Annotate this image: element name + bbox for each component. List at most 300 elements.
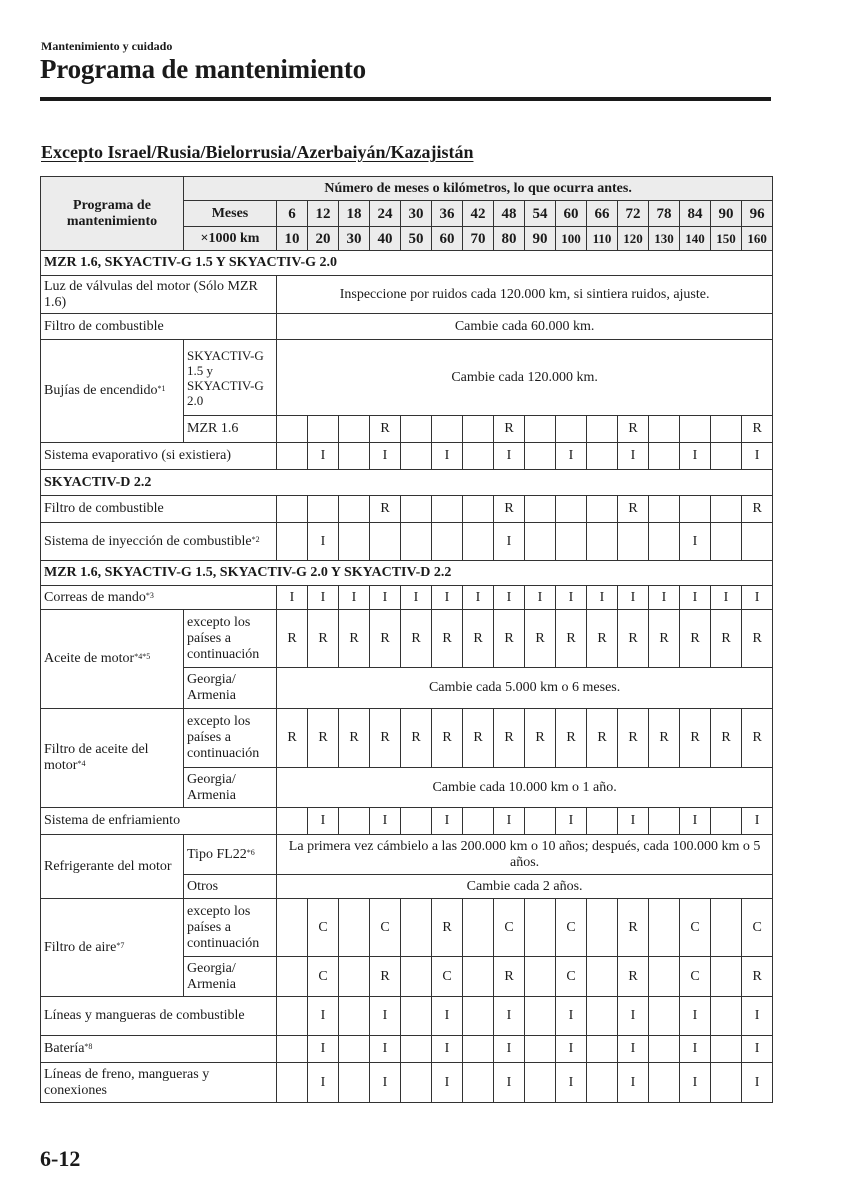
interval-cell <box>308 1063 339 1103</box>
interval-cell <box>525 610 556 668</box>
interval-cell <box>370 610 401 668</box>
interval-cell <box>370 443 401 470</box>
interval-cell <box>649 416 680 443</box>
interval-cell <box>711 610 742 668</box>
interval-cell-text: R <box>659 730 669 745</box>
km-header <box>370 227 401 251</box>
interval-cell <box>680 808 711 835</box>
item-label <box>41 443 277 470</box>
interval-cell-text: I <box>444 448 450 463</box>
month-header-text: 60 <box>563 205 579 222</box>
interval-cell <box>401 957 432 997</box>
interval-cell <box>525 523 556 561</box>
interval-cell <box>556 610 587 668</box>
interval-cell <box>711 416 742 443</box>
interval-cell <box>525 957 556 997</box>
item-label <box>41 496 277 523</box>
interval-cell <box>649 997 680 1036</box>
table-row <box>41 276 773 314</box>
months-label <box>184 201 277 227</box>
interval-cell-text: I <box>754 813 760 828</box>
table-row <box>41 1063 773 1103</box>
interval-cell-text: R <box>566 730 576 745</box>
interval-cell <box>494 496 525 523</box>
interval-cell <box>525 709 556 768</box>
interval-cell <box>587 899 618 957</box>
item-label-text: Líneas de freno, mangueras y conexiones <box>44 1066 210 1098</box>
interval-cell <box>525 808 556 835</box>
interval-caption <box>184 177 773 201</box>
interval-cell <box>742 496 773 523</box>
interval-cell <box>463 496 494 523</box>
month-header-text: 36 <box>439 205 455 222</box>
interval-cell <box>711 523 742 561</box>
interval-cell <box>649 586 680 610</box>
item-label-text: Filtro de aceite del motor <box>44 742 149 773</box>
interval-cell-text: R <box>504 968 514 984</box>
interval-cell <box>308 443 339 470</box>
interval-cell <box>432 416 463 443</box>
interval-cell <box>277 496 308 523</box>
month-header-text: 18 <box>346 205 362 222</box>
month-header <box>463 201 494 227</box>
interval-cell <box>742 443 773 470</box>
interval-cell <box>587 997 618 1036</box>
interval-cell <box>463 1036 494 1063</box>
interval-cell-text: R <box>752 630 762 646</box>
interval-cell <box>556 496 587 523</box>
table-row <box>41 443 773 470</box>
month-header-text: 84 <box>687 205 703 222</box>
region-subtitle: Excepto Israel/Rusia/Bielorrusia/Azerbaiyán/Kazajistán <box>41 142 474 162</box>
interval-cell <box>587 443 618 470</box>
interval-cell <box>711 586 742 610</box>
item-note-text: Cambie cada 60.000 km. <box>454 318 595 334</box>
interval-cell <box>742 1063 773 1103</box>
section-row <box>41 251 773 276</box>
interval-cell-text: I <box>351 589 357 605</box>
km-header <box>742 227 773 251</box>
interval-cell <box>680 1036 711 1063</box>
item-sublabel <box>184 835 277 875</box>
item-label <box>41 1036 277 1063</box>
interval-cell <box>711 899 742 957</box>
interval-cell <box>525 997 556 1036</box>
month-header <box>556 201 587 227</box>
interval-cell-text: R <box>628 630 638 646</box>
interval-cell <box>556 808 587 835</box>
interval-cell <box>401 997 432 1036</box>
item-label-text: Filtro de combustible <box>44 318 164 334</box>
month-header-text: 54 <box>532 205 548 222</box>
interval-cell-text: R <box>690 630 700 646</box>
interval-cell <box>587 1036 618 1063</box>
month-header <box>711 201 742 227</box>
interval-cell <box>618 709 649 768</box>
interval-cell <box>339 443 370 470</box>
interval-cell <box>711 808 742 835</box>
item-sublabel <box>184 709 277 768</box>
interval-cell <box>494 1036 525 1063</box>
item-label-text: Filtro de aire <box>44 939 117 955</box>
interval-cell <box>556 443 587 470</box>
item-label <box>41 899 184 997</box>
item-sublabel <box>184 668 277 709</box>
km-header-text: 160 <box>747 230 767 246</box>
item-sublabel <box>184 899 277 957</box>
interval-cell-text: I <box>506 448 512 463</box>
interval-cell <box>432 808 463 835</box>
interval-cell-text: I <box>723 589 729 605</box>
month-header-text: 12 <box>315 205 331 222</box>
interval-cell-text: I <box>692 813 698 828</box>
km-header-text: 90 <box>532 230 548 247</box>
interval-cell-text: I <box>692 448 698 463</box>
interval-cell <box>277 610 308 668</box>
month-header <box>742 201 773 227</box>
km-header-text: 60 <box>439 230 455 247</box>
interval-cell <box>618 808 649 835</box>
km-header-text: 30 <box>346 230 362 247</box>
interval-cell <box>494 997 525 1036</box>
interval-cell-text: R <box>659 630 669 646</box>
interval-cell <box>432 610 463 668</box>
month-header <box>308 201 339 227</box>
interval-cell <box>463 443 494 470</box>
item-label-text: Batería <box>44 1041 85 1056</box>
interval-cell-text: I <box>382 448 388 463</box>
interval-cell <box>277 957 308 997</box>
km-header <box>618 227 649 251</box>
month-header-text: 6 <box>288 205 296 222</box>
item-note-text: Cambie cada 10.000 km o 1 año. <box>432 779 617 795</box>
interval-cell-text: I <box>537 589 543 605</box>
interval-cell <box>680 1063 711 1103</box>
interval-cell-text: I <box>630 589 636 605</box>
interval-cell <box>339 610 370 668</box>
section-header <box>41 470 773 496</box>
interval-cell <box>463 523 494 561</box>
interval-cell <box>463 586 494 610</box>
interval-cell <box>277 808 308 835</box>
interval-cell <box>308 416 339 443</box>
interval-cell <box>742 523 773 561</box>
km-header <box>680 227 711 251</box>
interval-cell <box>308 808 339 835</box>
interval-cell <box>618 523 649 561</box>
interval-cell <box>401 610 432 668</box>
table-row <box>41 835 773 875</box>
interval-cell <box>432 443 463 470</box>
interval-cell <box>649 957 680 997</box>
interval-cell-text: I <box>320 1008 326 1023</box>
km-header-text: 130 <box>654 230 674 246</box>
item-label <box>41 835 184 899</box>
item-sublabel-text: excepto los países a continuación <box>187 903 260 951</box>
interval-cell-text: R <box>318 630 328 646</box>
item-sublabel-text: excepto los países a continuación <box>187 714 260 761</box>
interval-cell <box>339 957 370 997</box>
interval-cell <box>680 523 711 561</box>
interval-cell <box>370 523 401 561</box>
interval-cell <box>525 586 556 610</box>
months-label-text: Meses <box>211 205 249 221</box>
page-number: 6-12 <box>40 1146 81 1171</box>
interval-cell-text: R <box>721 630 731 646</box>
interval-cell <box>742 1036 773 1063</box>
interval-cell <box>463 1063 494 1103</box>
interval-cell <box>587 1063 618 1103</box>
month-header <box>339 201 370 227</box>
interval-cell <box>401 808 432 835</box>
footnote-marker: *4*5 <box>134 652 151 661</box>
interval-cell <box>494 610 525 668</box>
item-sublabel-text: SKYACTIV-G 1.5 y SKYACTIV-G 2.0 <box>187 347 264 408</box>
interval-cell-text: I <box>692 1041 698 1056</box>
interval-cell <box>618 416 649 443</box>
interval-cell <box>556 899 587 957</box>
footnote-marker: *3 <box>145 590 154 600</box>
interval-cell-text: I <box>382 1008 388 1023</box>
km-header-text: 70 <box>470 230 486 247</box>
table-row <box>41 808 773 835</box>
interval-cell-text: C <box>380 919 390 935</box>
interval-cell <box>401 1036 432 1063</box>
month-header-text: 48 <box>501 205 517 222</box>
month-header-text: 42 <box>470 205 486 222</box>
interval-cell-text: I <box>630 813 636 828</box>
interval-cell-text: I <box>320 589 326 605</box>
month-header <box>432 201 463 227</box>
header-row <box>41 177 773 201</box>
interval-cell <box>308 957 339 997</box>
interval-cell <box>432 496 463 523</box>
interval-cell-text: R <box>752 968 762 984</box>
page-title: Programa de mantenimiento <box>40 54 366 84</box>
footnote-marker: *6 <box>246 847 255 857</box>
km-header <box>556 227 587 251</box>
item-label <box>41 276 277 314</box>
interval-cell <box>742 808 773 835</box>
table-row <box>41 1036 773 1063</box>
interval-cell <box>680 610 711 668</box>
interval-cell <box>401 523 432 561</box>
interval-cell <box>277 997 308 1036</box>
interval-cell <box>463 957 494 997</box>
km-header <box>432 227 463 251</box>
interval-cell <box>649 443 680 470</box>
interval-cell-text: I <box>754 1008 760 1023</box>
interval-cell-text: I <box>754 589 760 605</box>
interval-cell <box>277 1063 308 1103</box>
interval-cell <box>339 808 370 835</box>
item-sublabel-text: MZR 1.6 <box>187 421 239 436</box>
interval-cell <box>618 997 649 1036</box>
km-header-text: 40 <box>377 230 393 247</box>
interval-cell <box>401 416 432 443</box>
interval-cell <box>308 496 339 523</box>
interval-cell-text: R <box>504 501 514 516</box>
item-sublabel-text: Otros <box>187 878 219 894</box>
interval-cell <box>370 586 401 610</box>
interval-cell <box>742 586 773 610</box>
interval-cell-text: I <box>568 1074 574 1090</box>
interval-cell <box>370 496 401 523</box>
interval-cell <box>556 1063 587 1103</box>
interval-cell-text: I <box>568 1041 574 1056</box>
interval-cell-text: R <box>442 919 452 935</box>
interval-cell <box>370 416 401 443</box>
km-header-text: 150 <box>716 230 736 246</box>
interval-cell <box>277 709 308 768</box>
km-header <box>463 227 494 251</box>
table-row <box>41 340 773 416</box>
interval-cell <box>556 957 587 997</box>
interval-cell-text: R <box>535 730 545 745</box>
interval-cell <box>742 997 773 1036</box>
item-note <box>277 835 773 875</box>
interval-cell-text: R <box>380 968 390 984</box>
interval-cell-text: C <box>752 919 762 935</box>
interval-cell-text: C <box>690 968 700 984</box>
interval-cell <box>494 523 525 561</box>
interval-cell <box>370 1036 401 1063</box>
interval-cell <box>370 709 401 768</box>
interval-cell-text: I <box>599 589 605 605</box>
interval-cell-text: I <box>382 1074 388 1090</box>
footnote-marker: *8 <box>84 1042 93 1051</box>
interval-cell <box>339 899 370 957</box>
item-note <box>277 668 773 709</box>
month-header-text: 72 <box>625 205 641 222</box>
km-header-text: 110 <box>592 230 612 246</box>
interval-cell <box>649 610 680 668</box>
interval-cell <box>587 586 618 610</box>
interval-cell <box>339 523 370 561</box>
interval-cell-text: R <box>473 730 483 745</box>
interval-cell <box>308 899 339 957</box>
interval-cell <box>463 416 494 443</box>
km-header <box>649 227 680 251</box>
interval-cell-text: R <box>349 630 359 646</box>
item-note-text: Cambie cada 120.000 km. <box>451 369 598 385</box>
interval-cell-text: R <box>287 730 297 745</box>
interval-cell <box>618 957 649 997</box>
interval-cell-text: R <box>628 501 638 516</box>
item-label-text: Filtro de combustible <box>44 501 164 516</box>
interval-cell <box>277 523 308 561</box>
interval-cell <box>308 610 339 668</box>
month-header <box>525 201 556 227</box>
item-label-text: Líneas y mangueras de combustible <box>44 1008 245 1023</box>
interval-cell <box>339 496 370 523</box>
interval-cell <box>370 1063 401 1103</box>
month-header <box>680 201 711 227</box>
interval-cell <box>401 1063 432 1103</box>
interval-cell-text: I <box>506 589 512 605</box>
interval-cell-text: I <box>754 1041 760 1056</box>
interval-cell-text: R <box>473 630 483 646</box>
km-header <box>401 227 432 251</box>
interval-cell-text: I <box>382 1041 388 1056</box>
interval-cell <box>618 899 649 957</box>
item-label-text: Sistema de inyección de combustible <box>44 533 252 549</box>
interval-cell-text: I <box>444 589 450 605</box>
table-row <box>41 586 773 610</box>
km-label <box>184 227 277 251</box>
interval-cell-text: R <box>411 730 421 745</box>
item-sublabel-text: excepto los países a continuación <box>187 614 260 662</box>
interval-cell-text: C <box>566 968 576 984</box>
item-label-text: Luz de válvulas del motor (Sólo MZR 1.6) <box>44 278 258 310</box>
interval-cell-text: I <box>630 1074 636 1090</box>
interval-cell-text: R <box>287 630 297 646</box>
interval-cell-text: R <box>628 968 638 984</box>
interval-cell <box>463 899 494 957</box>
interval-cell-text: I <box>320 533 326 549</box>
km-header-text: 140 <box>685 230 705 246</box>
km-header <box>587 227 618 251</box>
footnote-marker: *2 <box>251 534 260 544</box>
interval-cell <box>401 586 432 610</box>
interval-cell-text: I <box>444 1041 450 1056</box>
interval-cell <box>742 957 773 997</box>
item-sublabel-text: Georgia/ Armenia <box>187 771 236 803</box>
interval-cell <box>649 496 680 523</box>
item-label <box>41 709 184 808</box>
interval-cell-text: I <box>568 1008 574 1023</box>
interval-cell <box>370 808 401 835</box>
interval-cell <box>370 899 401 957</box>
interval-cell <box>463 997 494 1036</box>
interval-caption-text: Número de meses o kilómetros, lo que ocurra antes. <box>324 180 632 196</box>
interval-cell <box>432 957 463 997</box>
interval-cell-text: R <box>318 730 328 745</box>
interval-cell-text: C <box>690 919 700 935</box>
item-label <box>41 610 184 709</box>
interval-cell-text: C <box>318 919 328 935</box>
interval-cell-text: I <box>661 589 667 605</box>
item-note-text: Cambie cada 2 años. <box>466 878 583 894</box>
interval-cell-text: I <box>289 589 295 605</box>
item-sublabel <box>184 768 277 808</box>
interval-cell <box>556 1036 587 1063</box>
km-header-text: 20 <box>315 230 331 247</box>
interval-cell <box>649 808 680 835</box>
interval-cell <box>556 416 587 443</box>
table-row <box>41 496 773 523</box>
interval-cell <box>680 709 711 768</box>
interval-cell-text: R <box>380 421 390 436</box>
item-sublabel <box>184 340 277 416</box>
item-label <box>41 314 277 340</box>
interval-cell <box>525 1063 556 1103</box>
interval-cell <box>618 496 649 523</box>
interval-cell <box>587 610 618 668</box>
interval-cell <box>711 496 742 523</box>
item-note-text: Inspeccione por ruidos cada 120.000 km, si sintiera ruidos, ajuste. <box>339 286 710 302</box>
interval-cell <box>711 709 742 768</box>
interval-cell <box>711 957 742 997</box>
interval-cell <box>742 610 773 668</box>
interval-cell-text: R <box>504 421 514 436</box>
interval-cell <box>525 443 556 470</box>
interval-cell-text: R <box>597 630 607 646</box>
item-label-text: Bujías de encendido <box>44 383 158 398</box>
item-label <box>41 586 277 610</box>
interval-cell-text: I <box>692 589 698 605</box>
interval-cell <box>711 443 742 470</box>
